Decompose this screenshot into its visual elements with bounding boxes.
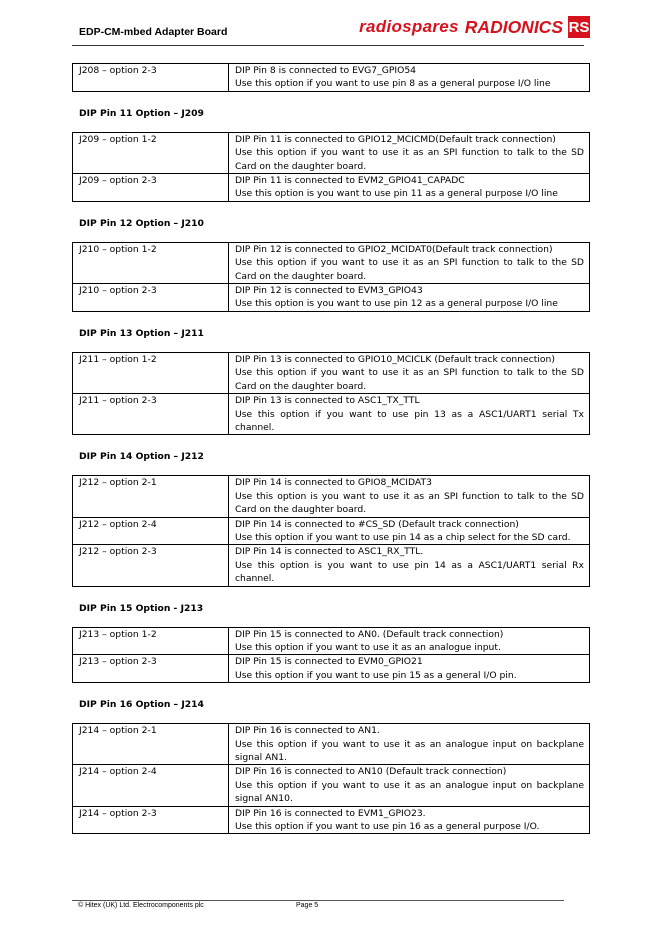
option-cell: J209 – option 2-3	[73, 174, 229, 202]
description-line: DIP Pin 14 is connected to ASC1_RX_TTL.	[235, 546, 424, 558]
options-table	[72, 242, 590, 312]
description-cell	[229, 242, 590, 283]
description-line: DIP Pin 11 is connected to EVM2_GPIO41_CAPADC	[235, 175, 465, 187]
description-line: Use this option if you want to use pin 16 as a general purpose I/O.	[235, 821, 540, 833]
description-line: Use this option is you want to use pin 14 as a ASC1/UART1 serial Rx channel.	[235, 559, 584, 585]
table-row	[73, 132, 590, 173]
radiospares-logo: radiospares	[359, 17, 459, 36]
section-heading: DIP Pin 16 Option – J214	[79, 699, 204, 711]
description-line: DIP Pin 16 is connected to AN1.	[235, 725, 380, 737]
radionics-logo: RADIONICS	[464, 16, 563, 37]
option-cell: J212 – option 2-4	[73, 517, 229, 545]
description-cell	[229, 627, 590, 655]
options-table	[72, 475, 590, 586]
section-heading: DIP Pin 12 Option – J210	[79, 217, 204, 229]
table-row	[73, 627, 590, 655]
description-cell	[229, 517, 590, 545]
option-cell: J214 – option 2-4	[73, 765, 229, 806]
description-line: Use this option if you want to use it as an analogue input.	[235, 641, 501, 653]
section-heading: DIP Pin 14 Option – J212	[79, 451, 204, 463]
description-cell	[229, 284, 590, 312]
description-cell	[229, 174, 590, 202]
rs-logo: RS	[568, 16, 590, 38]
option-cell: J210 – option 2-3	[73, 284, 229, 312]
table-row	[73, 765, 590, 806]
description-line: DIP Pin 16 is connected to EVM1_GPIO23.	[235, 807, 426, 819]
page-header	[72, 10, 590, 46]
option-cell: J214 – option 2-1	[73, 724, 229, 765]
section-heading: DIP Pin 13 Option – J211	[79, 327, 204, 339]
description-line: Use this option is you want to use pin 12 as a general purpose I/O line	[235, 298, 558, 310]
table-row	[73, 545, 590, 586]
description-line: Use this option if you want to use pin 8 as a general purpose I/O line	[235, 78, 551, 90]
description-line: DIP Pin 15 is connected to AN0. (Default track connection)	[235, 628, 504, 640]
options-table	[72, 352, 590, 435]
description-cell	[229, 806, 590, 834]
table-row	[73, 284, 590, 312]
description-line: Use this option if you want to use it as an SPI function to talk to the SD Card on the daughter board.	[235, 257, 584, 282]
description-line: Use this option is you want to use it as an SPI function to talk to the SD Card on the daughter board.	[235, 490, 584, 516]
option-cell: J214 – option 2-3	[73, 806, 229, 834]
description-cell	[229, 352, 590, 393]
option-cell: J209 – option 1-2	[73, 132, 229, 173]
section-heading: DIP Pin 11 Option – J209	[79, 107, 204, 119]
section-heading: DIP Pin 15 Option - J213	[79, 602, 204, 614]
footer-copyright: © Hitex (UK) Ltd. Electrocomponents plc	[78, 902, 204, 909]
table-row	[73, 394, 590, 435]
table-row	[73, 806, 590, 834]
table-row	[73, 174, 590, 202]
description-cell	[229, 64, 590, 92]
description-line: DIP Pin 13 is connected to GPIO10_MCICLK (Default track connection)	[235, 353, 555, 365]
description-line: Use this option if you want to use pin 14 as a chip select for the SD card.	[235, 531, 571, 543]
document-title: EDP-CM-mbed Adapter Board	[79, 26, 228, 38]
sections-container	[72, 92, 590, 835]
description-line: DIP Pin 16 is connected to AN10 (Default track connection)	[235, 766, 507, 778]
description-line: DIP Pin 11 is connected to GPIO12_MCICMD(Default track connection)	[235, 133, 556, 145]
description-cell	[229, 476, 590, 517]
description-line: Use this option if you want to use it as an SPI function to talk to the SD Card on the daughter board.	[235, 147, 584, 172]
intro-options-table	[72, 63, 590, 92]
table-row	[73, 517, 590, 545]
page-number: Page 5	[296, 902, 319, 909]
brand-logos	[359, 15, 590, 39]
description-cell	[229, 655, 590, 683]
options-table	[72, 723, 590, 834]
description-line: DIP Pin 12 is connected to GPIO2_MCIDAT0(Default track connection)	[235, 243, 553, 255]
option-cell: J213 – option 2-3	[73, 655, 229, 683]
description-line: DIP Pin 8 is connected to EVG7_GPIO54	[235, 65, 417, 76]
table-row	[73, 242, 590, 283]
table-row	[73, 476, 590, 517]
option-cell: J212 – option 2-3	[73, 545, 229, 586]
description-line: Use this option if you want to use it as an analogue input on backplane signal AN1.	[235, 738, 584, 763]
description-line: DIP Pin 14 is connected to GPIO8_MCIDAT3	[235, 477, 432, 489]
table-row	[73, 64, 590, 92]
description-line: DIP Pin 15 is connected to EVM0_GPIO21	[235, 656, 423, 668]
option-cell: J212 – option 2-1	[73, 476, 229, 517]
description-cell	[229, 765, 590, 806]
table-row	[73, 724, 590, 765]
option-cell: J211 – option 2-3	[73, 394, 229, 435]
header-divider	[72, 45, 584, 46]
description-line: Use this option if you want to use pin 15 as a general I/O pin.	[235, 669, 517, 681]
table-row	[73, 655, 590, 683]
options-table	[72, 627, 590, 684]
footer-divider	[72, 900, 564, 901]
document-body	[72, 63, 590, 834]
description-cell	[229, 545, 590, 586]
description-cell	[229, 724, 590, 765]
option-cell: J210 – option 1-2	[73, 242, 229, 283]
table-row	[73, 352, 590, 393]
description-line: DIP Pin 14 is connected to #CS_SD (Default track connection)	[235, 518, 519, 530]
option-cell: J208 – option 2-3	[73, 64, 229, 92]
options-table	[72, 132, 590, 202]
description-line: Use this option if you want to use it as an analogue input on backplane signal AN10.	[235, 779, 584, 805]
option-cell: J211 – option 1-2	[73, 352, 229, 393]
description-cell	[229, 394, 590, 435]
option-cell: J213 – option 1-2	[73, 627, 229, 655]
description-line: Use this option if you want to use pin 13 as a ASC1/UART1 serial Tx channel.	[235, 408, 584, 433]
description-line: Use this option if you want to use it as an SPI function to talk to the SD Card on the daughter board.	[235, 367, 584, 392]
description-line: DIP Pin 13 is connected to ASC1_TX_TTL	[235, 395, 420, 407]
description-line: Use this option is you want to use pin 11 as a general purpose I/O line	[235, 188, 558, 200]
description-line: DIP Pin 12 is connected to EVM3_GPIO43	[235, 285, 423, 297]
description-cell	[229, 132, 590, 173]
